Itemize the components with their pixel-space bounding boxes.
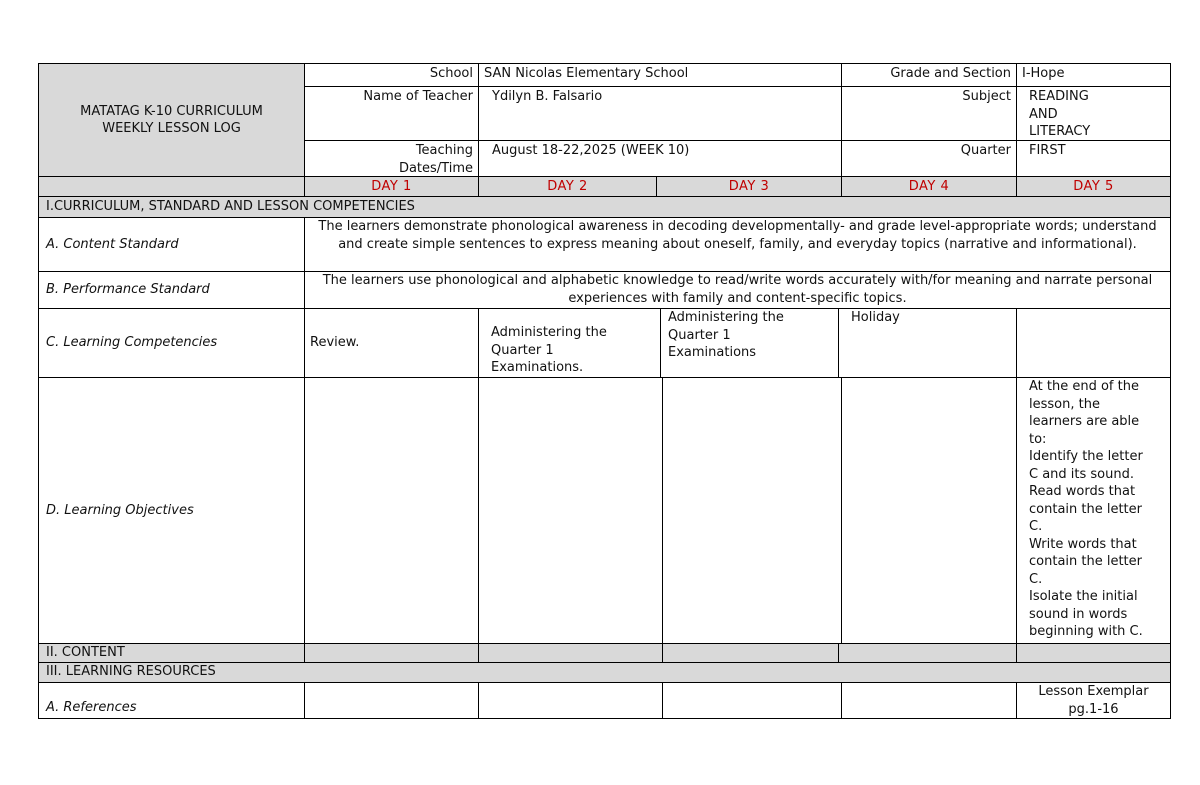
competency-day-2-text: Administering the Quarter 1 Examinations. [491, 325, 607, 375]
references-day-4 [841, 682, 1017, 719]
day-3-header: DAY 3 [656, 176, 842, 197]
title-line-1: MATATAG K-10 CURRICULUM [80, 103, 263, 119]
dates-label: Teaching Dates/Time [304, 140, 479, 177]
competency-day-1 [304, 308, 479, 378]
day-2-header: DAY 2 [478, 176, 657, 197]
objective-day-3 [662, 377, 842, 644]
objectives-label-text: D. Learning Objectives [46, 502, 194, 518]
objective-day-5: At the end of the lesson, the learners are able to: Identify the letter C and its sound. Read words that contain the letter C. Write words that contain the letter C. Isolate the initial sound in words beginning with C. [1016, 377, 1171, 644]
references-day-2 [478, 682, 663, 719]
performance-standard-label [38, 271, 305, 309]
performance-standard-label-text: B. Performance Standard [46, 282, 210, 298]
content-standard-label-text: A. Content Standard [46, 236, 179, 252]
school-label: School [304, 63, 479, 87]
content-day-1 [304, 643, 479, 663]
teacher-value: Ydilyn B. Falsario [478, 86, 842, 141]
grade-section-value: I-Hope [1016, 63, 1171, 87]
subject-label: Subject [841, 86, 1017, 141]
content-standard-text: The learners demonstrate phonological awareness in decoding developmentally- and grade level-appropriate words; understand and create simple sentences to express meaning about oneself, family, and everyday topics (narrative and informational). [304, 217, 1171, 272]
quarter-value: FIRST [1016, 140, 1171, 177]
quarter-label: Quarter [841, 140, 1017, 177]
competency-day-3: Administering the Quarter 1 Examinations [660, 308, 839, 378]
objectives-label [38, 377, 305, 644]
title-line-2: WEEKLY LESSON LOG [102, 121, 241, 136]
content-day-4 [838, 643, 1017, 663]
competency-day-5 [1016, 308, 1171, 378]
competency-day-1-text: Review. [310, 335, 360, 351]
day-row-spacer [38, 176, 305, 197]
content-standard-label [38, 217, 305, 272]
content-day-5 [1016, 643, 1171, 663]
performance-standard-text: The learners use phonological and alphabetic knowledge to read/write words accurately with/for meaning and narrate personal experiences with family and content-specific topics. [304, 271, 1171, 309]
section-curriculum-heading: I.CURRICULUM, STANDARD AND LESSON COMPETENCIES [38, 196, 1171, 218]
section-learning-resources-heading: III. LEARNING RESOURCES [38, 662, 1171, 683]
references-day-3 [662, 682, 842, 719]
content-day-2 [478, 643, 663, 663]
day-1-header: DAY 1 [304, 176, 479, 197]
objective-day-4 [841, 377, 1017, 644]
references-label [38, 682, 305, 719]
bullet-glyph [491, 309, 655, 324]
competency-day-2 [478, 308, 661, 378]
section-content-heading: II. CONTENT [38, 643, 305, 663]
title-cell [38, 63, 305, 177]
subject-value: READING AND LITERACY [1016, 86, 1171, 141]
competency-day-4: Holiday [838, 308, 1017, 378]
teacher-label: Name of Teacher [304, 86, 479, 141]
dates-value: August 18-22,2025 (WEEK 10) [478, 140, 842, 177]
day-5-header: DAY 5 [1016, 176, 1171, 197]
references-day-1 [304, 682, 479, 719]
competencies-label-text: C. Learning Competencies [46, 335, 218, 351]
references-day-5: Lesson Exemplar pg.1-16 [1016, 682, 1171, 719]
content-day-3 [662, 643, 839, 663]
objective-day-2 [478, 377, 663, 644]
objective-day-1 [304, 377, 479, 644]
school-value: SAN Nicolas Elementary School [478, 63, 842, 87]
day-4-header: DAY 4 [841, 176, 1017, 197]
competencies-label [38, 308, 305, 378]
references-label-text: A. References [46, 700, 137, 715]
grade-section-label: Grade and Section [841, 63, 1017, 87]
